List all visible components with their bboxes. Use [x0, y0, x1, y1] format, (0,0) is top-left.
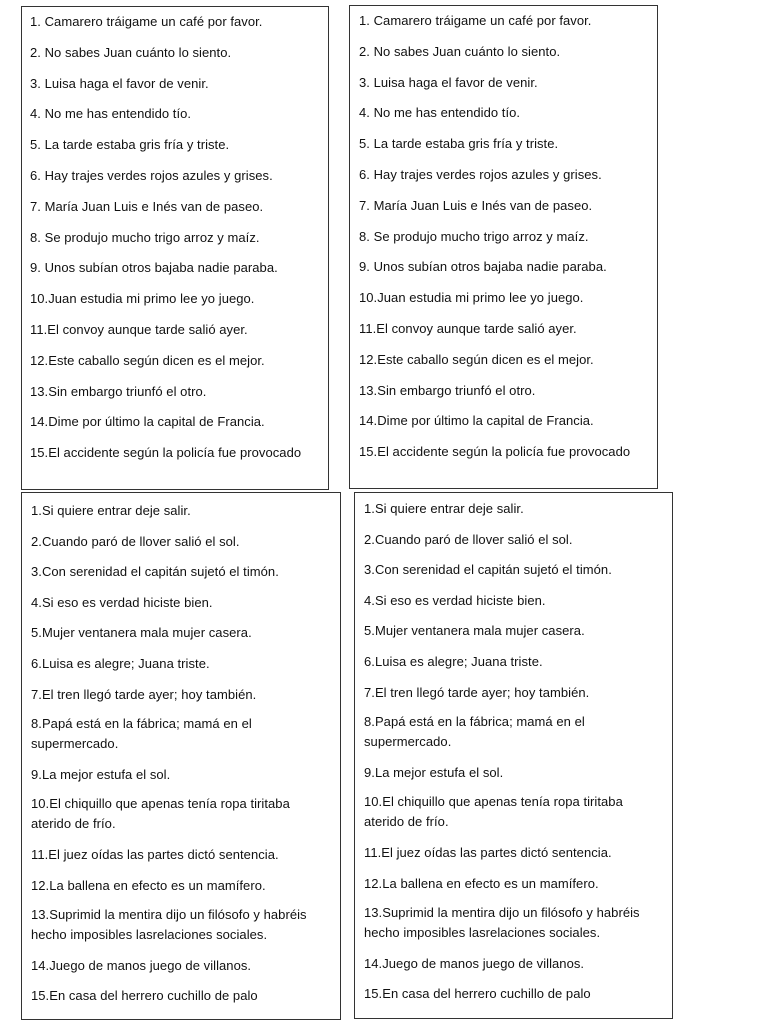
- list-item: 10.El chiquillo que apenas tenía ropa tiritaba aterido de frío.: [31, 796, 290, 832]
- list-item: 3.Con serenidad el capitán sujetó el timón.: [364, 562, 612, 578]
- list-item: 1.Si quiere entrar deje salir.: [364, 501, 524, 516]
- list-item: 9.La mejor estufa el sol.: [31, 766, 171, 782]
- list-item: 3.Con serenidad el capitán sujetó el timón.: [31, 564, 279, 580]
- list-item: 14.Juego de manos juego de villanos.: [31, 957, 252, 973]
- list-item: 1. Camarero tráigame un café por favor.: [359, 13, 592, 28]
- list-item: 15.El accidente según la policía fue provocado: [30, 445, 302, 461]
- list-item: 7. María Juan Luis e Inés van de paseo.: [30, 198, 264, 214]
- list-item: 9. Unos subían otros bajaba nadie paraba.: [30, 260, 278, 276]
- list-item: 14.Dime por último la capital de Francia.: [359, 413, 594, 429]
- list-item: 5.Mujer ventanera mala mujer casera.: [364, 623, 585, 639]
- list-item: 4.Si eso es verdad hiciste bien.: [31, 594, 213, 610]
- list-item: 15.El accidente según la policía fue provocado: [359, 444, 631, 460]
- list-item: 8. Se produjo mucho trigo arroz y maíz.: [359, 228, 589, 244]
- list-item: 5.Mujer ventanera mala mujer casera.: [31, 625, 252, 641]
- list-item: 12.La ballena en efecto es un mamífero.: [364, 875, 599, 891]
- sentence-list: [364, 498, 664, 1004]
- list-item: 6.Luisa es alegre; Juana triste.: [364, 653, 543, 669]
- list-item: 13.Suprimid la mentira dijo un filósofo y habréis hecho imposibles lasrelaciones sociales.: [364, 905, 640, 941]
- list-item: 11.El convoy aunque tarde salió ayer.: [30, 321, 248, 337]
- list-item: 9.La mejor estufa el sol.: [364, 764, 504, 780]
- list-item: 12.Este caballo según dicen es el mejor.: [359, 351, 594, 367]
- exercise-box-top-right: [349, 5, 658, 489]
- list-item: 15.En casa del herrero cuchillo de palo: [31, 988, 258, 1004]
- list-item: 8. Se produjo mucho trigo arroz y maíz.: [30, 229, 260, 245]
- list-item: 14.Juego de manos juego de villanos.: [364, 955, 585, 971]
- sentence-list: [31, 500, 332, 1006]
- exercise-box-bottom-right: [354, 492, 673, 1019]
- list-item: 2.Cuando paró de llover salió el sol.: [31, 533, 240, 549]
- list-item: 7. María Juan Luis e Inés van de paseo.: [359, 197, 593, 213]
- list-item: 12.La ballena en efecto es un mamífero.: [31, 877, 266, 893]
- list-item: 9. Unos subían otros bajaba nadie paraba.: [359, 259, 607, 275]
- list-item: 6. Hay trajes verdes rojos azules y grises.: [30, 167, 273, 183]
- exercise-box-bottom-left: [21, 492, 341, 1020]
- list-item: 11.El juez oídas las partes dictó sentencia.: [364, 844, 612, 860]
- list-item: 2. No sabes Juan cuánto lo siento.: [30, 44, 232, 60]
- list-item: 5. La tarde estaba gris fría y triste.: [30, 137, 230, 153]
- list-item: 7.El tren llegó tarde ayer; hoy también.: [31, 686, 257, 702]
- list-item: 5. La tarde estaba gris fría y triste.: [359, 136, 559, 152]
- list-item: 4.Si eso es verdad hiciste bien.: [364, 592, 546, 608]
- list-item: 11.El juez oídas las partes dictó sentencia.: [31, 846, 279, 862]
- list-item: 13.Sin embargo triunfó el otro.: [30, 383, 207, 399]
- list-item: 2.Cuando paró de llover salió el sol.: [364, 531, 573, 547]
- list-item: 1.Si quiere entrar deje salir.: [31, 503, 191, 518]
- list-item: 10.Juan estudia mi primo lee yo juego.: [359, 290, 584, 306]
- list-item: 13.Sin embargo triunfó el otro.: [359, 382, 536, 398]
- list-item: 6. Hay trajes verdes rojos azules y grises.: [359, 166, 602, 182]
- list-item: 6.Luisa es alegre; Juana triste.: [31, 655, 210, 671]
- list-item: 15.En casa del herrero cuchillo de palo: [364, 986, 591, 1002]
- list-item: 10.El chiquillo que apenas tenía ropa tiritaba aterido de frío.: [364, 794, 623, 830]
- list-item: 4. No me has entendido tío.: [30, 106, 192, 122]
- list-item: 11.El convoy aunque tarde salió ayer.: [359, 320, 577, 336]
- sentence-list: [30, 11, 322, 463]
- list-item: 10.Juan estudia mi primo lee yo juego.: [30, 291, 255, 307]
- list-item: 7.El tren llegó tarde ayer; hoy también.: [364, 684, 590, 700]
- list-item: 13.Suprimid la mentira dijo un filósofo y habréis hecho imposibles lasrelaciones sociales.: [31, 907, 307, 943]
- list-item: 8.Papá está en la fábrica; mamá en el supermercado.: [364, 714, 585, 750]
- list-item: 14.Dime por último la capital de Francia.: [30, 414, 265, 430]
- list-item: 2. No sabes Juan cuánto lo siento.: [359, 43, 561, 59]
- list-item: 1. Camarero tráigame un café por favor.: [30, 14, 263, 29]
- list-item: 4. No me has entendido tío.: [359, 105, 521, 121]
- list-item: 12.Este caballo según dicen es el mejor.: [30, 352, 265, 368]
- sentence-list: [359, 10, 651, 462]
- list-item: 3. Luisa haga el favor de venir.: [359, 74, 538, 90]
- exercise-box-top-left: [21, 6, 329, 490]
- list-item: 3. Luisa haga el favor de venir.: [30, 75, 209, 91]
- list-item: 8.Papá está en la fábrica; mamá en el supermercado.: [31, 716, 252, 752]
